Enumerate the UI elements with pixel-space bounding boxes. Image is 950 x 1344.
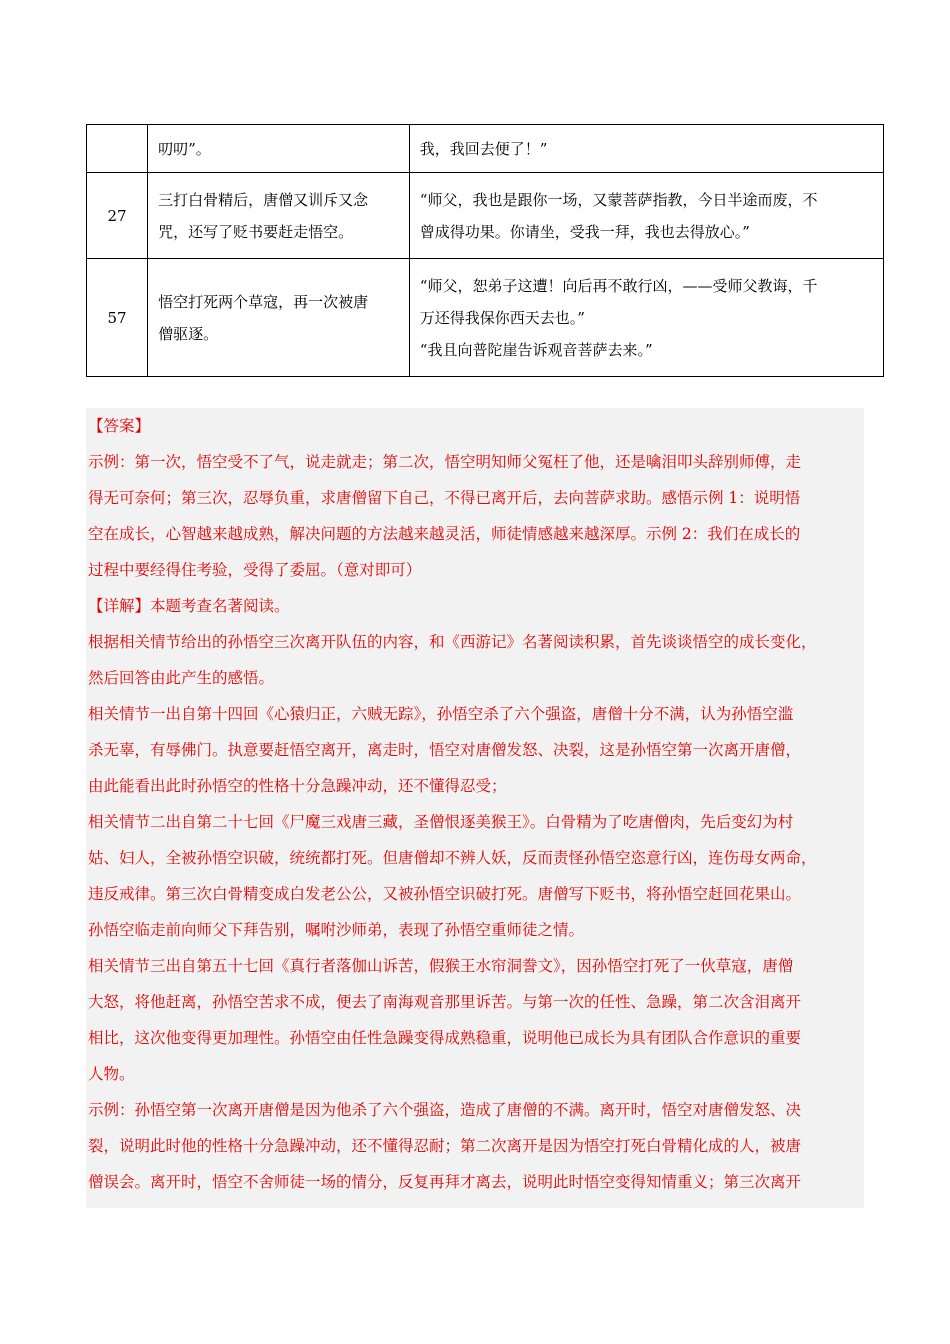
event-cell: [148, 125, 410, 173]
explanation-line: 人物。: [88, 1065, 135, 1083]
answer-line: 过程中要经得住考验，受得了委屈。（意对即可）: [88, 561, 422, 579]
explanation-line: 相关情节二出自第二十七回《尸魔三戏唐三藏，圣僧恨逐美猴王》。白骨精为了吃唐僧肉，先后变幻为村: [88, 813, 794, 831]
explanation-line: 根据相关情节给出的孙悟空三次离开队伍的内容，和《西游记》名著阅读积累，首先谈谈悟空的成长变化，: [88, 633, 817, 651]
quote-line: “师父，恕弟子这遭！向后再不敢行凶，——受师父教诲，千: [419, 276, 818, 295]
event-cell: [148, 173, 410, 259]
explanation-line: 裂，说明此时他的性格十分急躁冲动，还不懂得忍耐；第二次离开是因为悟空打死白骨精化成的人，被唐: [88, 1137, 802, 1155]
answer-line: 空在成长，心智越来越成熟，解决问题的方法越来越灵活，师徒情感越来越深厚。示例 2：我们在成长的: [88, 525, 801, 543]
answer-line: 示例：第一次，悟空受不了气，说走就走；第二次，悟空明知师父冤枉了他，还是噙泪叩头辞别师傅，走: [88, 453, 802, 471]
answer-heading: 【答案】: [88, 417, 151, 435]
explanation-line: 违反戒律。第三次白骨精变成白发老公公，又被孙悟空识破打死。唐僧写下贬书，将孙悟空赶回花果山。: [88, 885, 802, 903]
plot-table: [86, 124, 884, 377]
table-row: [87, 125, 884, 173]
explanation-line: 示例：孙悟空第一次离开唐僧是因为他杀了六个强盗，造成了唐僧的不满。离开时，悟空对唐僧发怒、决: [88, 1101, 802, 1119]
explanation-line: 然后回答由此产生的感悟。: [88, 669, 275, 687]
explanation-line: 僧误会。离开时，悟空不舍师徒一场的情分，反复再拜才离去，说明此时悟空变得知情重义；第三次离开: [88, 1173, 802, 1191]
quote-cell: [409, 259, 883, 377]
explanation-line: 由此能看出此时孙悟空的性格十分急躁冲动，还不懂得忍受；: [88, 777, 507, 795]
answer-line: 得无可奈何；第三次，忍辱负重，求唐僧留下自己，不得已离开后，去向菩萨求助。感悟示例 1：说明悟: [88, 489, 801, 507]
explanation-line: 相关情节一出自第十四回《心猿归正，六贼无踪》，孙悟空杀了六个强盗，唐僧十分不满，认为孙悟空滥: [88, 705, 794, 723]
event-line: 三打白骨精后，唐僧又训斥又念: [158, 190, 369, 209]
quote-line: 曾成得功果。你请坐，受我一拜，我也去得放心。”: [419, 222, 750, 241]
quote-line: 我，我回去便了！”: [419, 139, 548, 158]
event-line: 僧驱逐。: [158, 324, 219, 343]
explanation-heading: 【详解】本题考查名著阅读。: [88, 597, 290, 615]
chapter-number: 57: [87, 259, 148, 377]
quote-cell: [409, 173, 883, 259]
explanation-line: 孙悟空临走前向师父下拜告别，嘱咐沙师弟，表现了孙悟空重师徒之情。: [88, 921, 585, 939]
table-row: [87, 173, 884, 259]
quote-line: “我且向普陀崖告诉观音菩萨去来。”: [419, 340, 653, 359]
event-line: 咒，还写了贬书要赶走悟空。: [158, 222, 354, 241]
explanation-line: 相关情节三出自第五十七回《真行者落伽山诉苦，假猴王水帘洞誊文》，因孙悟空打死了一伙草寇，唐僧: [88, 957, 794, 975]
explanation-line: 姑、妇人，全被孙悟空识破，统统都打死。但唐僧却不辨人妖，反而责怪孙悟空恣意行凶，连伤母女两命，: [88, 849, 817, 867]
event-line: 叨叨”。: [158, 139, 211, 158]
answer-section: [86, 408, 864, 1208]
chapter-number: 27: [87, 173, 148, 259]
quote-line: 万还得我保你西天去也。”: [419, 308, 585, 327]
quote-cell: [409, 125, 883, 173]
event-line: 悟空打死两个草寇，再一次被唐: [158, 292, 369, 311]
explanation-line: 相比，这次他变得更加理性。孙悟空由任性急躁变得成熟稳重，说明他已成长为具有团队合作意识的重要: [88, 1029, 802, 1047]
explanation-line: 杀无辜，有辱佛门。执意要赶悟空离开，离走时，悟空对唐僧发怒、决裂，这是孙悟空第一次离开唐僧，: [88, 741, 802, 759]
event-cell: [148, 259, 410, 377]
quote-line: “师父，我也是跟你一场，又蒙菩萨指教，今日半途而废，不: [419, 190, 818, 209]
chapter-number: [87, 125, 148, 173]
table-row: [87, 259, 884, 377]
explanation-line: 大怒，将他赶离，孙悟空苦求不成，便去了南海观音那里诉苦。与第一次的任性、急躁，第二次含泪离开: [88, 993, 802, 1011]
